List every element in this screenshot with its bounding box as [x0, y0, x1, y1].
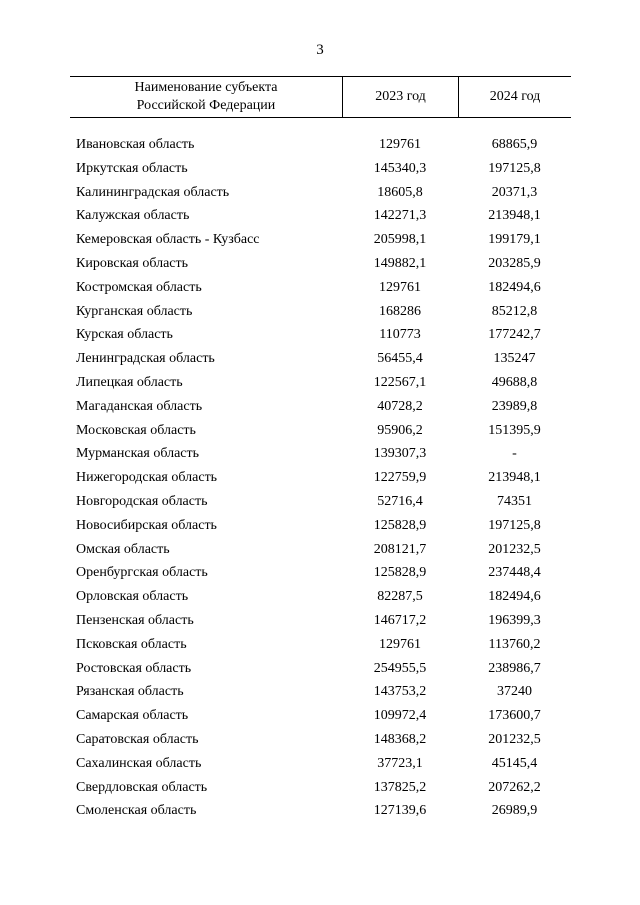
column-header-2024: 2024 год — [458, 77, 571, 117]
table-row — [70, 585, 571, 609]
region-name: Смоленская область — [76, 803, 197, 819]
value-2024: 197125,8 — [488, 517, 541, 533]
value-2023: 122759,9 — [373, 470, 427, 486]
region-name: Липецкая область — [76, 374, 183, 390]
table-row — [70, 680, 571, 704]
value-2024: 23989,8 — [491, 398, 538, 414]
value-2024: 20371,3 — [491, 184, 538, 200]
value-2023: 143753,2 — [373, 684, 427, 700]
table-row — [70, 371, 571, 395]
table-row — [70, 252, 571, 276]
value-2023: 129761 — [379, 636, 421, 652]
table-row — [70, 728, 571, 752]
region-name: Новгородская область — [76, 493, 208, 509]
value-2024: - — [512, 446, 517, 462]
value-2024: 85212,8 — [491, 303, 538, 319]
value-2023: 129761 — [379, 137, 421, 152]
table-row — [70, 347, 571, 371]
value-2024: 37240 — [497, 684, 532, 700]
table-body — [70, 133, 571, 823]
table-row — [70, 442, 571, 466]
table-row — [70, 704, 571, 728]
value-2023: 40728,2 — [377, 398, 423, 414]
table-row — [70, 276, 571, 300]
region-name: Ростовская область — [76, 660, 192, 676]
table-row — [70, 657, 571, 681]
region-name: Ленинградская область — [76, 351, 215, 367]
region-name: Саратовская область — [76, 731, 199, 747]
table-row — [70, 752, 571, 776]
table-row — [70, 514, 571, 538]
region-name: Пензенская область — [76, 612, 194, 628]
value-2023: 208121,7 — [373, 541, 427, 557]
value-2024: 237448,4 — [488, 565, 541, 581]
value-2024: 45145,4 — [491, 755, 538, 771]
value-2024: 26989,9 — [491, 803, 538, 819]
value-2023: 37723,1 — [377, 755, 423, 771]
table-row — [70, 799, 571, 823]
value-2023: 125828,9 — [373, 565, 427, 581]
value-2023: 110773 — [379, 327, 421, 343]
value-2024: 213948,1 — [488, 470, 541, 486]
value-2024: 197125,8 — [488, 160, 541, 176]
value-2023: 122567,1 — [373, 374, 427, 390]
region-name: Иркутская область — [76, 160, 188, 176]
table-row — [70, 323, 571, 347]
table-row — [70, 181, 571, 205]
value-2024: 182494,6 — [488, 589, 541, 605]
region-name: Рязанская область — [76, 684, 184, 700]
table-row — [70, 228, 571, 252]
column-header-2023: 2023 год — [342, 77, 458, 117]
region-name: Оренбургская область — [76, 565, 208, 581]
value-2023: 127139,6 — [373, 803, 427, 819]
table-header — [70, 76, 571, 118]
value-2024: 151395,9 — [488, 422, 541, 438]
column-header-region-name: Наименование субъекта Российской Федерации — [134, 80, 278, 113]
region-name: Курская область — [76, 327, 173, 343]
table-row — [70, 133, 571, 157]
value-2023: 142271,3 — [373, 208, 427, 224]
value-2023: 168286 — [379, 303, 421, 319]
table-row — [70, 300, 571, 324]
value-2023: 125828,9 — [373, 517, 427, 533]
table-row — [70, 776, 571, 800]
region-name: Московская область — [76, 422, 196, 438]
table-row — [70, 490, 571, 514]
value-2023: 139307,3 — [373, 446, 427, 462]
table-row — [70, 561, 571, 585]
table-row — [70, 538, 571, 562]
region-name: Орловская область — [76, 589, 189, 605]
region-name: Псковская область — [76, 636, 187, 652]
value-2024: 203285,9 — [488, 255, 541, 271]
region-name: Нижегородская область — [76, 470, 218, 486]
page-number: 3 — [316, 42, 324, 58]
table-row — [70, 204, 571, 228]
value-2024: 74351 — [497, 493, 532, 509]
region-name: Сахалинская область — [76, 755, 202, 771]
value-2023: 56455,4 — [377, 351, 423, 367]
value-2023: 149882,1 — [373, 255, 427, 271]
region-name: Омская область — [76, 541, 170, 557]
value-2023: 145340,3 — [373, 160, 427, 176]
value-2024: 199179,1 — [488, 232, 541, 248]
value-2023: 148368,2 — [373, 731, 427, 747]
value-2024: 173600,7 — [488, 708, 541, 724]
value-2024: 182494,6 — [488, 279, 541, 295]
value-2024: 68865,9 — [491, 137, 538, 152]
value-2023: 52716,4 — [377, 493, 423, 509]
value-2024: 113760,2 — [488, 636, 541, 652]
region-name: Костромская область — [76, 279, 202, 295]
region-name: Калужская область — [76, 208, 190, 224]
value-2024: 201232,5 — [488, 541, 541, 557]
value-2023: 146717,2 — [373, 612, 427, 628]
value-2023: 18605,8 — [377, 184, 423, 200]
value-2024: 207262,2 — [488, 779, 541, 795]
table-row — [70, 419, 571, 443]
value-2024: 213948,1 — [488, 208, 541, 224]
region-name: Новосибирская область — [76, 517, 217, 533]
value-2024: 135247 — [493, 351, 536, 367]
region-name: Свердловская область — [76, 779, 208, 795]
region-name: Самарская область — [76, 708, 189, 724]
region-name: Магаданская область — [76, 398, 203, 414]
table-row — [70, 609, 571, 633]
region-name: Кемеровская область - Кузбасс — [76, 232, 260, 248]
value-2024: 201232,5 — [488, 731, 541, 747]
region-name: Курганская область — [76, 303, 193, 319]
value-2023: 254955,5 — [373, 660, 427, 676]
value-2024: 196399,3 — [488, 612, 541, 628]
value-2023: 205998,1 — [373, 232, 427, 248]
table-row — [70, 157, 571, 181]
table-row — [70, 466, 571, 490]
table-row — [70, 395, 571, 419]
value-2023: 95906,2 — [377, 422, 423, 438]
value-2023: 109972,4 — [373, 708, 427, 724]
value-2023: 137825,2 — [373, 779, 427, 795]
value-2024: 238986,7 — [488, 660, 541, 676]
region-name: Ивановская область — [76, 137, 195, 152]
value-2023: 82287,5 — [377, 589, 423, 605]
region-name: Калининградская область — [76, 184, 230, 200]
table-row — [70, 633, 571, 657]
value-2024: 49688,8 — [491, 374, 538, 390]
value-2024: 177242,7 — [488, 327, 541, 343]
region-name: Кировская область — [76, 255, 189, 271]
region-name: Мурманская область — [76, 446, 200, 462]
value-2023: 129761 — [379, 279, 421, 295]
